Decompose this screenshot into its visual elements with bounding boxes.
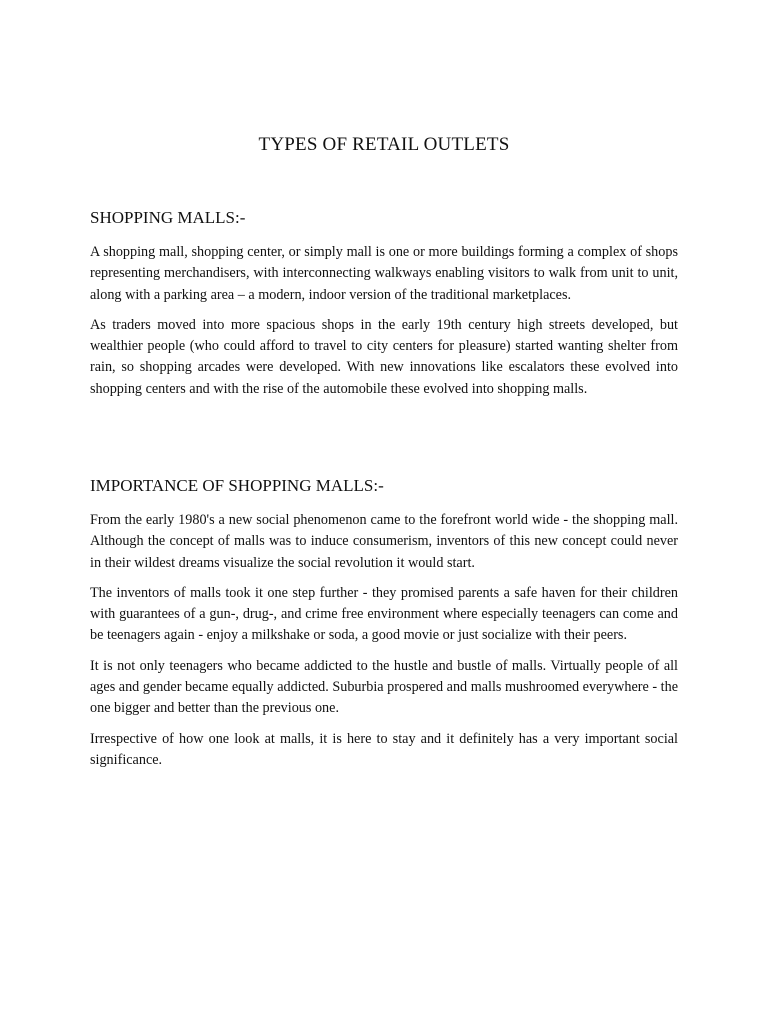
paragraph: As traders moved into more spacious shops in the early 19th century high streets developed, but wealthier people (who could afford to travel to city centers for pleasure) started wanting shelter from rain, so shopping arcades were developed. With new innovations like escalators these evolved into shopping centers and with the rise of the automobile these evolved into shopping malls. <box>90 316 678 397</box>
section-shopping-malls <box>90 207 678 409</box>
paragraph: The inventors of malls took it one step further - they promised parents a safe haven for their children with guarantees of a gun-, drug-, and crime free environment where especially teenagers can come and be teenagers again - enjoy a milkshake or soda, a good movie or just socialize with their peers. <box>90 584 678 644</box>
section-heading: IMPORTANCE OF SHOPPING MALLS:- <box>90 476 384 495</box>
paragraph: It is not only teenagers who became addicted to the hustle and bustle of malls. Virtually people of all ages and gender became equally addicted. Suburbia prospered and malls mushroomed everywhere - the one bigger and better than the previous one. <box>90 657 678 717</box>
section-importance-of-shopping-malls <box>90 475 678 780</box>
document-title: TYPES OF RETAIL OUTLETS <box>258 134 510 155</box>
paragraph: A shopping mall, shopping center, or simply mall is one or more buildings forming a complex of shops representing merchandisers, with interconnecting walkways enabling visitors to walk from unit to unit, along with a parking area – a modern, indoor version of the traditional marketplaces. <box>90 244 678 303</box>
paragraph: Irrespective of how one look at malls, it is here to stay and it definitely has a very important social significance. <box>90 730 678 768</box>
paragraph: From the early 1980's a new social phenomenon came to the forefront world wide - the shopping mall. Although the concept of malls was to induce consumerism, inventors of this new concept could never in their wildest dreams visualize the social revolution it would start. <box>90 512 678 571</box>
section-heading: SHOPPING MALLS:- <box>90 208 246 227</box>
